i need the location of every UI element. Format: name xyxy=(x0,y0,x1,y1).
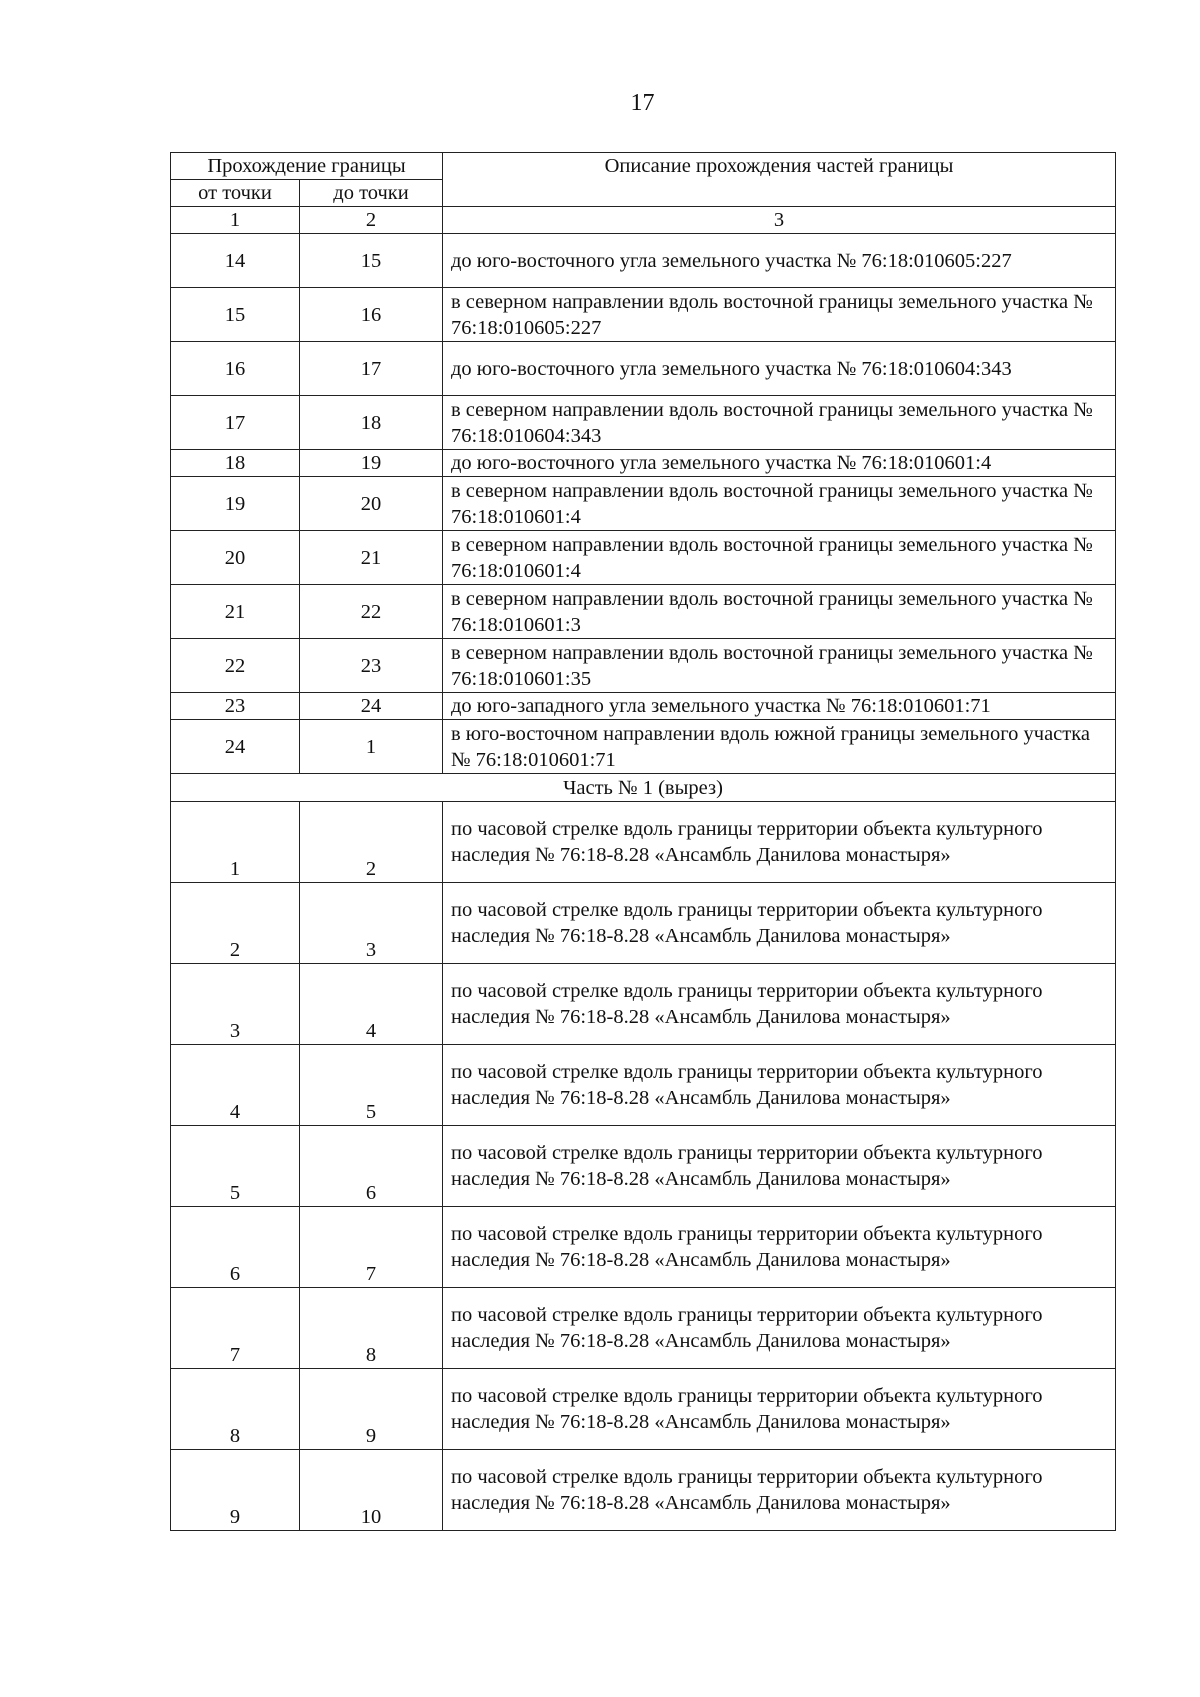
description-cell: по часовой стрелке вдоль границы территории объекта культурного наследия № 76:18-8.28 «Ансамбль Данилова монастыря» xyxy=(443,1045,1116,1126)
from-point-cell: 9 xyxy=(171,1450,300,1531)
to-point-cell: 22 xyxy=(300,585,443,639)
to-point-cell: 4 xyxy=(300,964,443,1045)
to-point-cell: 9 xyxy=(300,1369,443,1450)
from-point-cell: 14 xyxy=(171,234,300,288)
from-point-cell: 20 xyxy=(171,531,300,585)
from-point-cell: 18 xyxy=(171,450,300,477)
from-point-cell: 21 xyxy=(171,585,300,639)
from-point-cell: 15 xyxy=(171,288,300,342)
to-point-cell: 23 xyxy=(300,639,443,693)
from-point-cell: 22 xyxy=(171,639,300,693)
from-point-cell: 2 xyxy=(171,883,300,964)
description-cell: в северном направлении вдоль восточной границы земельного участка № 76:18:010601:4 xyxy=(443,477,1116,531)
from-point-cell: 6 xyxy=(171,1207,300,1288)
header-description: Описание прохождения частей границы xyxy=(443,153,1116,207)
table-row xyxy=(171,234,1116,288)
description-cell: по часовой стрелке вдоль границы территории объекта культурного наследия № 76:18-8.28 «Ансамбль Данилова монастыря» xyxy=(443,1126,1116,1207)
table-row xyxy=(171,720,1116,774)
table-row xyxy=(171,450,1116,477)
table-row xyxy=(171,585,1116,639)
to-point-cell: 1 xyxy=(300,720,443,774)
table-row xyxy=(171,1369,1116,1450)
to-point-cell: 21 xyxy=(300,531,443,585)
description-cell: по часовой стрелке вдоль границы территории объекта культурного наследия № 76:18-8.28 «Ансамбль Данилова монастыря» xyxy=(443,964,1116,1045)
header-col-2: 2 xyxy=(300,207,443,234)
to-point-cell: 2 xyxy=(300,802,443,883)
from-point-cell: 16 xyxy=(171,342,300,396)
header-row-top xyxy=(171,153,1116,180)
description-cell: в северном направлении вдоль восточной границы земельного участка № 76:18:010605:227 xyxy=(443,288,1116,342)
header-from-point: от точки xyxy=(171,180,300,207)
table-row xyxy=(171,693,1116,720)
table-row xyxy=(171,288,1116,342)
table-row xyxy=(171,1045,1116,1126)
description-cell: по часовой стрелке вдоль границы территории объекта культурного наследия № 76:18-8.28 «Ансамбль Данилова монастыря» xyxy=(443,1369,1116,1450)
table-row xyxy=(171,396,1116,450)
table-row xyxy=(171,883,1116,964)
description-cell: в юго-восточном направлении вдоль южной границы земельного участка № 76:18:010601:71 xyxy=(443,720,1116,774)
boundary-table xyxy=(170,152,1116,1531)
from-point-cell: 23 xyxy=(171,693,300,720)
from-point-cell: 8 xyxy=(171,1369,300,1450)
from-point-cell: 5 xyxy=(171,1126,300,1207)
from-point-cell: 7 xyxy=(171,1288,300,1369)
description-cell: в северном направлении вдоль восточной границы земельного участка № 76:18:010601:35 xyxy=(443,639,1116,693)
description-cell: до юго-восточного угла земельного участка № 76:18:010601:4 xyxy=(443,450,1116,477)
header-col-1: 1 xyxy=(171,207,300,234)
description-cell: по часовой стрелке вдоль границы территории объекта культурного наследия № 76:18-8.28 «Ансамбль Данилова монастыря» xyxy=(443,1207,1116,1288)
header-to-point: до точки xyxy=(300,180,443,207)
table-row xyxy=(171,964,1116,1045)
part-title: Часть № 1 (вырез) xyxy=(171,774,1116,802)
description-cell: до юго-восточного угла земельного участка № 76:18:010605:227 xyxy=(443,234,1116,288)
table-row xyxy=(171,531,1116,585)
from-point-cell: 17 xyxy=(171,396,300,450)
description-cell: по часовой стрелке вдоль границы территории объекта культурного наследия № 76:18-8.28 «Ансамбль Данилова монастыря» xyxy=(443,802,1116,883)
page-number: 17 xyxy=(630,90,655,116)
to-point-cell: 7 xyxy=(300,1207,443,1288)
table-row xyxy=(171,1207,1116,1288)
description-cell: в северном направлении вдоль восточной границы земельного участка № 76:18:010601:3 xyxy=(443,585,1116,639)
header-row-numbers xyxy=(171,207,1116,234)
to-point-cell: 18 xyxy=(300,396,443,450)
to-point-cell: 16 xyxy=(300,288,443,342)
to-point-cell: 20 xyxy=(300,477,443,531)
description-cell: по часовой стрелке вдоль границы территории объекта культурного наследия № 76:18-8.28 «Ансамбль Данилова монастыря» xyxy=(443,1288,1116,1369)
part-title-row xyxy=(171,774,1116,802)
header-passage: Прохождение границы xyxy=(171,153,443,180)
table-row xyxy=(171,1450,1116,1531)
table-row xyxy=(171,639,1116,693)
description-cell: до юго-западного угла земельного участка № 76:18:010601:71 xyxy=(443,693,1116,720)
table-row xyxy=(171,342,1116,396)
to-point-cell: 15 xyxy=(300,234,443,288)
to-point-cell: 24 xyxy=(300,693,443,720)
table-row xyxy=(171,477,1116,531)
to-point-cell: 3 xyxy=(300,883,443,964)
from-point-cell: 24 xyxy=(171,720,300,774)
from-point-cell: 1 xyxy=(171,802,300,883)
to-point-cell: 5 xyxy=(300,1045,443,1126)
table-row xyxy=(171,802,1116,883)
description-cell: по часовой стрелке вдоль границы территории объекта культурного наследия № 76:18-8.28 «Ансамбль Данилова монастыря» xyxy=(443,883,1116,964)
description-cell: до юго-восточного угла земельного участка № 76:18:010604:343 xyxy=(443,342,1116,396)
description-cell: в северном направлении вдоль восточной границы земельного участка № 76:18:010604:343 xyxy=(443,396,1116,450)
to-point-cell: 19 xyxy=(300,450,443,477)
table-row xyxy=(171,1126,1116,1207)
table-row xyxy=(171,1288,1116,1369)
to-point-cell: 10 xyxy=(300,1450,443,1531)
to-point-cell: 17 xyxy=(300,342,443,396)
from-point-cell: 3 xyxy=(171,964,300,1045)
to-point-cell: 6 xyxy=(300,1126,443,1207)
description-cell: по часовой стрелке вдоль границы территории объекта культурного наследия № 76:18-8.28 «Ансамбль Данилова монастыря» xyxy=(443,1450,1116,1531)
to-point-cell: 8 xyxy=(300,1288,443,1369)
from-point-cell: 19 xyxy=(171,477,300,531)
description-cell: в северном направлении вдоль восточной границы земельного участка № 76:18:010601:4 xyxy=(443,531,1116,585)
header-col-3: 3 xyxy=(443,207,1116,234)
from-point-cell: 4 xyxy=(171,1045,300,1126)
